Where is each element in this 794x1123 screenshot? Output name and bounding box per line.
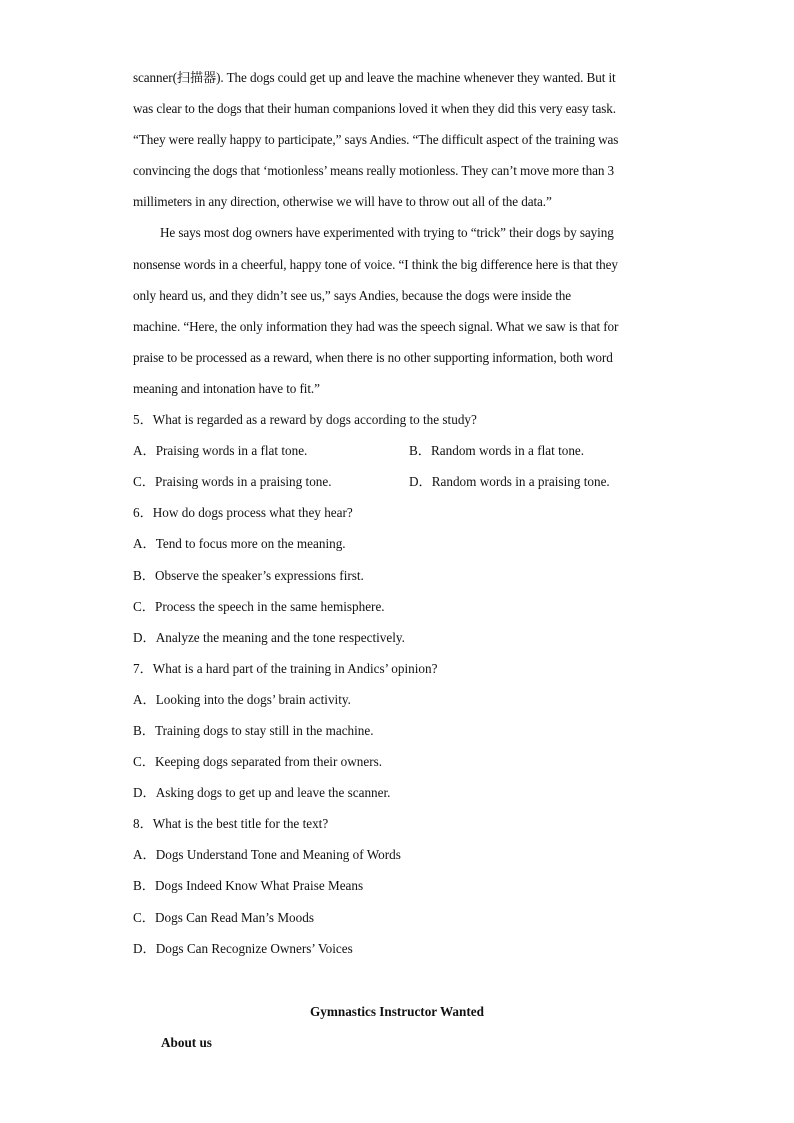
text-line: nonsense words in a cheerful, happy tone of voice. “I think the big difference here is that they [133, 256, 618, 272]
option-b: B．Dogs Indeed Know What Praise Means [133, 878, 364, 894]
question-6 [133, 497, 665, 652]
question-5 [133, 404, 665, 497]
question-stem: 8．What is the best title for the text? [133, 816, 329, 832]
option-d: D．Asking dogs to get up and leave the scanner. [133, 785, 391, 801]
option-b: B．Observe the speaker’s expressions first. [133, 567, 364, 583]
option-b: B．Random words in a flat tone. [409, 443, 585, 459]
question-stem: 6．How do dogs process what they hear? [133, 505, 353, 521]
option-c: C．Keeping dogs separated from their owners. [133, 754, 383, 770]
option-d: D．Dogs Can Recognize Owners’ Voices [133, 940, 353, 956]
option-b: B．Training dogs to stay still in the machine. [133, 722, 374, 738]
option-c: C．Process the speech in the same hemisphere. [133, 598, 385, 614]
text-line: machine. “Here, the only information they had was the speech signal. What we saw is that for [133, 318, 619, 334]
question-7 [133, 653, 665, 808]
text-line: only heard us, and they didn’t see us,” says Andies, because the dogs were inside the [133, 287, 572, 303]
option-a: A．Looking into the dogs’ brain activity. [133, 691, 351, 707]
option-c: C．Praising words in a praising tone. [133, 474, 332, 490]
question-stem: 7．What is a hard part of the training in Andics’ opinion? [133, 660, 438, 676]
option-d: D．Random words in a praising tone. [409, 474, 610, 490]
option-d: D．Analyze the meaning and the tone respectively. [133, 629, 405, 645]
text-line: scanner(扫描器). The dogs could get up and leave the machine whenever they wanted. But it [133, 70, 616, 85]
option-a: A．Praising words in a flat tone. [133, 443, 308, 459]
question-8 [133, 808, 665, 963]
section-subheading: About us [161, 1035, 212, 1050]
option-row [133, 435, 665, 466]
passage-paragraph-1 [133, 62, 665, 217]
option-a: A．Dogs Understand Tone and Meaning of Words [133, 847, 401, 863]
option-row [133, 466, 665, 497]
question-stem: 5．What is regarded as a reward by dogs according to the study? [133, 412, 477, 428]
text-line: praise to be processed as a reward, when there is no other supporting information, both word [133, 349, 613, 365]
text-line: millimeters in any direction, otherwise we will have to throw out all of the data.” [133, 194, 552, 210]
text-line: convincing the dogs that ‘motionless’ means really motionless. They can’t move more than 3 [133, 163, 615, 179]
text-line: meaning and intonation have to fit.” [133, 380, 320, 396]
text-line: was clear to the dogs that their human companions loved it when they did this very easy task. [133, 101, 616, 117]
document-body [133, 62, 665, 964]
option-c: C．Dogs Can Read Man’s Moods [133, 909, 314, 925]
section-title: Gymnastics Instructor Wanted [310, 1004, 484, 1019]
text-line: He says most dog owners have experimented with trying to “trick” their dogs by saying [160, 225, 614, 241]
passage-paragraph-2 [133, 217, 665, 404]
option-a: A．Tend to focus more on the meaning. [133, 536, 346, 552]
text-line: “They were really happy to participate,” says Andies. “The difficult aspect of the training was [133, 132, 619, 148]
